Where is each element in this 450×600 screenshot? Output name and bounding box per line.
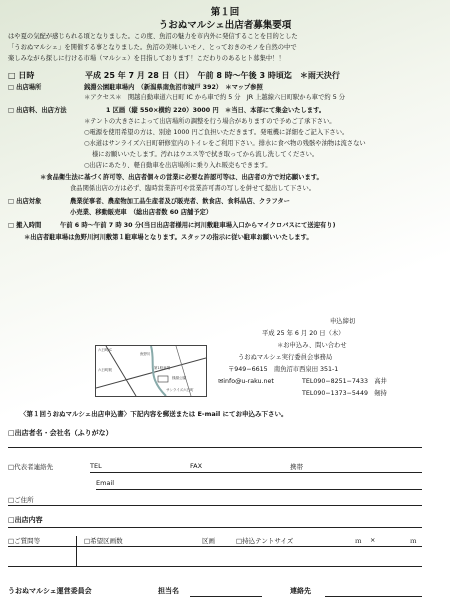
fee-note-5: ○出店にあたり、軽自動車を出店場所に乗り入れ販売もできます。 xyxy=(84,162,272,169)
address-field[interactable] xyxy=(8,505,422,506)
square-icon: □ xyxy=(236,537,243,545)
shop-name-text: 出店者名・会社名（ふりがな） xyxy=(14,429,113,437)
setup-value: 午前 6 時〜午前 7 時 30 分(当日出店者様用に河川敷駐車場入口からマイクロバスにて送迎有り) xyxy=(60,222,336,229)
tel-label: TEL xyxy=(90,462,102,470)
tent-m1: ｍ xyxy=(355,537,362,545)
mail-icon: ✉ xyxy=(218,378,224,385)
rep-contact-text: 代表者連絡先 xyxy=(14,463,54,471)
setup-label-text: 搬入時間 xyxy=(16,222,42,229)
mobile-label: 携帯 xyxy=(290,463,303,471)
contact-label: 連絡先 xyxy=(290,587,311,595)
unit-label: 区画 xyxy=(202,537,215,545)
intro-line-2: 「うおぬマルシェ」を開催する事となりました。魚沼の美味しいモノ、とっておきのモノを自然の中で xyxy=(8,44,297,51)
intro-line-1: はや夏の気配が感じられる頃となりました。この度、魚沼の魅力を市内外に発信することを目的とした xyxy=(8,33,298,40)
postal-address: 〒949−6615 南魚沼市西泉田 351-1 xyxy=(228,366,339,373)
questions-label xyxy=(8,536,40,545)
desired-text: 希望区画数 xyxy=(90,537,123,545)
content-text: 出店内容 xyxy=(14,516,43,524)
email-label: Email xyxy=(96,479,115,487)
contact-tel-2: TEL090−1373−5449 剱持 xyxy=(302,390,387,397)
shop-name-field[interactable] xyxy=(8,447,422,448)
fax-label: FAX xyxy=(190,462,203,470)
map-label-park: 銭淵公園 xyxy=(172,376,186,380)
square-icon: □ xyxy=(8,496,15,504)
permit-note-1: ＊食品衛生法に基づく許可等、出店者個々の営業に必要な許認可等は、出店者の方で対応願います。 xyxy=(40,174,323,181)
fee-note-2: ○電源を使用希望の方は、別途 1000 円ご負担いただきます。発電機に詳細をご記入下さい。 xyxy=(84,129,349,136)
content-field[interactable] xyxy=(8,527,422,528)
fee-label-text: 出店料、出店方法 xyxy=(16,107,67,114)
fee-note-3: ○水道はサンライズ六日町研修室内のトイレをご利用下さい。排水に食べ物の残骸や油物は流さない xyxy=(84,140,366,147)
address-label xyxy=(8,495,34,504)
person-label: 担当名 xyxy=(158,587,179,595)
venue-map xyxy=(95,345,207,397)
intro-line-3: 楽しみながら探しに行ける市場（マルシェ）を目指しております！こだわりのあるヒト募集中！！ xyxy=(8,55,285,62)
questions-divider xyxy=(76,536,77,566)
questions-top-line xyxy=(8,546,422,547)
contact-field[interactable] xyxy=(325,596,422,597)
inquiry-label: ＊お申込み、問い合わせ xyxy=(277,342,347,349)
fee-value: 1 区画（縦 550×横約 220）3000 円 ＊当日、本部にて集金いたします。 xyxy=(106,107,326,114)
venue-value: 銭淵公園駐車場内 （新潟県南魚沼市城戸 392） ＊マップ参照 xyxy=(84,84,263,91)
email-field[interactable] xyxy=(96,489,422,490)
square-icon: □ xyxy=(8,516,15,524)
contact-email-line xyxy=(218,378,274,386)
deadline-label: 申込締切 xyxy=(330,318,356,325)
committee-label: うおぬマルシェ運営委員会 xyxy=(8,587,92,595)
phone-field[interactable] xyxy=(90,472,422,473)
square-icon: □ xyxy=(8,71,16,80)
square-icon: □ xyxy=(8,429,15,437)
content-label xyxy=(8,515,43,525)
venue-access: ＊アクセス＊ 関越自動車道六日町 IC から車で約 5 分 JR 上越線六日町駅から車で約 5 分 xyxy=(84,94,346,101)
edition-label: 第１回 xyxy=(210,7,240,18)
map-label-parking: 第1駐車場 xyxy=(154,366,171,370)
tent-text: 持込テントサイズ xyxy=(242,537,294,545)
questions-text: ご質問等 xyxy=(14,537,41,545)
square-icon: □ xyxy=(8,222,14,229)
questions-field[interactable] xyxy=(8,566,422,567)
square-icon: □ xyxy=(8,537,15,545)
parking-note: ＊出店者駐車場は魚野川河川敷第１駐車場となります。スタッフの指示に従い駐車お願いいたします。 xyxy=(24,234,313,241)
date-value: 平成 25 年 7 月 28 日（日） 午前 8 時〜午後 3 時頃迄 ＊雨天決行 xyxy=(85,71,340,80)
square-icon: □ xyxy=(8,107,14,114)
org-name: うおぬマルシェ実行委員会事務局 xyxy=(238,354,333,361)
target-line-1: 農業従事者、農産物加工品生産者及び販売者、飲食店、食料品店、クラフター xyxy=(70,198,290,205)
map-label-sunrise: サンライズ六日町 xyxy=(166,388,194,392)
map-label-ic: 六日町IC xyxy=(98,348,112,352)
contact-tel-1: TEL090−8251−7433 高井 xyxy=(302,378,387,385)
square-icon: □ xyxy=(84,537,91,545)
venue-label xyxy=(8,84,41,92)
target-label xyxy=(8,198,41,206)
contact-email[interactable]: info@u-raku.net xyxy=(223,378,274,385)
target-line-2: 小売業、移動販売車 （総出店者数 60 店舗予定） xyxy=(70,209,213,216)
fee-note-4: 様にお願いいたします。汚れはウエス等で拭き取ってから流し洗してください。 xyxy=(92,151,319,158)
fee-label xyxy=(8,107,67,115)
tent-m2: ｍ xyxy=(410,537,417,545)
deadline-date: 平成 25 年 6 月 20 日（木） xyxy=(262,330,345,337)
address-text: ご住所 xyxy=(14,496,34,504)
form-heading: 〈第１回うおぬマルシェ出店申込書〉下記内容を郵送または E-mail にてお申込み下さい。 xyxy=(20,410,288,418)
shop-name-label xyxy=(8,428,113,438)
square-icon: □ xyxy=(8,84,14,91)
date-label xyxy=(8,70,34,81)
date-label-text: 日時 xyxy=(18,71,35,80)
fee-note-1: ＊テントの大きさによって出店場所の調整を行う場合がありますので予めご了承下さい。 xyxy=(84,118,336,125)
map-label-river: 魚野川 xyxy=(140,352,151,356)
setup-label xyxy=(8,222,41,230)
map-label-station: 六日町駅 xyxy=(98,368,112,372)
person-field[interactable] xyxy=(190,596,262,597)
square-icon: □ xyxy=(8,463,15,471)
permit-note-2: 食品関係出店の方は必ず、臨時営業許可や営業許可書の写しを併せて提出して下さい。 xyxy=(70,185,316,192)
square-icon: □ xyxy=(8,198,14,205)
desired-label xyxy=(84,536,123,545)
venue-label-text: 出店場所 xyxy=(16,84,42,91)
rep-contact-label xyxy=(8,462,53,471)
tent-times: × xyxy=(370,536,376,544)
tent-label xyxy=(236,536,293,545)
target-label-text: 出店対象 xyxy=(16,198,42,205)
page-title: うおぬマルシェ出店者募集要項 xyxy=(158,20,292,31)
